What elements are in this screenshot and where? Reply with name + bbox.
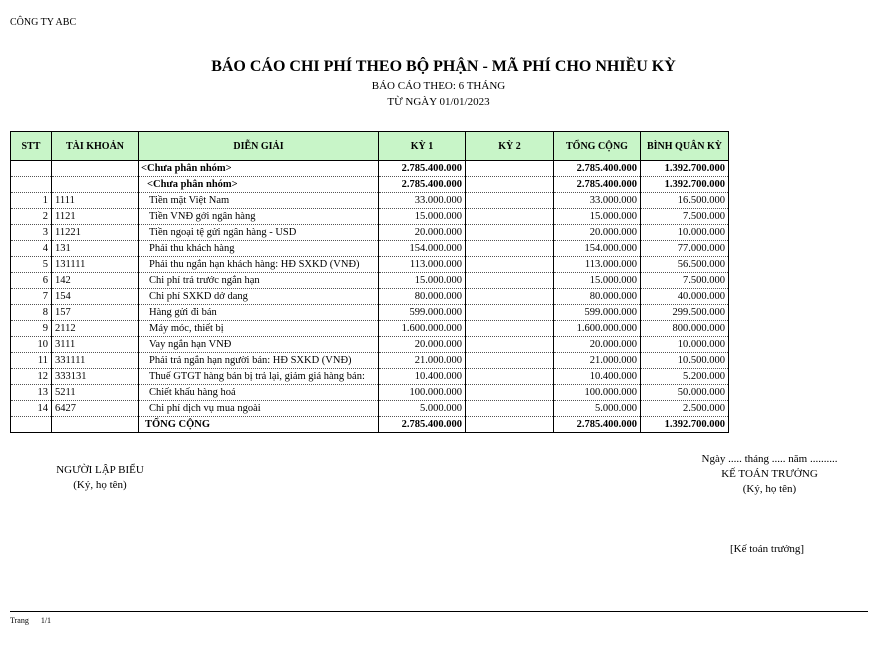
cell-description: Hàng gửi đi bán — [139, 305, 379, 321]
cell-stt: 2 — [11, 209, 52, 225]
cell-average: 56.500.000 — [641, 257, 729, 273]
column-header-description: DIỄN GIẢI — [139, 132, 379, 161]
cell-average: 299.500.000 — [641, 305, 729, 321]
cell-stt: 14 — [11, 401, 52, 417]
cell-period-2 — [466, 289, 554, 305]
cell-average: 77.000.000 — [641, 241, 729, 257]
cell-account: 11221 — [52, 225, 139, 241]
table-row — [11, 321, 729, 337]
cell-average: 7.500.000 — [641, 209, 729, 225]
cell-average: 10.000.000 — [641, 225, 729, 241]
cell-period-2 — [466, 161, 554, 177]
table-row — [11, 401, 729, 417]
cell-total: 20.000.000 — [554, 225, 641, 241]
cell-total: 2.785.400.000 — [554, 161, 641, 177]
table-row — [11, 305, 729, 321]
cell-period-2 — [466, 369, 554, 385]
cell-account — [52, 417, 139, 433]
table-row — [11, 209, 729, 225]
cell-period-1: 1.600.000.000 — [379, 321, 466, 337]
cell-account: 154 — [52, 289, 139, 305]
cell-period-1: 100.000.000 — [379, 385, 466, 401]
cell-description: <Chưa phân nhóm> — [139, 161, 379, 177]
cell-account: 142 — [52, 273, 139, 289]
preparer-signature-block — [40, 463, 160, 493]
footer-divider — [10, 611, 868, 612]
cell-description: Vay ngắn hạn VNĐ — [139, 337, 379, 353]
cell-total: 15.000.000 — [554, 209, 641, 225]
cell-period-1: 21.000.000 — [379, 353, 466, 369]
cell-period-1: 15.000.000 — [379, 209, 466, 225]
cell-total: 5.000.000 — [554, 401, 641, 417]
cell-period-2 — [466, 353, 554, 369]
column-header-total: TỔNG CỘNG — [554, 132, 641, 161]
group-row — [11, 177, 729, 193]
column-header-period-2: KỲ 2 — [466, 132, 554, 161]
preparer-role: NGƯỜI LẬP BIỂU — [56, 464, 144, 476]
column-header-period-1: KỲ 1 — [379, 132, 466, 161]
cell-total: 10.400.000 — [554, 369, 641, 385]
cell-stt: 7 — [11, 289, 52, 305]
cell-period-1: 15.000.000 — [379, 273, 466, 289]
cell-stt: 3 — [11, 225, 52, 241]
cell-description: TỔNG CỘNG — [139, 417, 379, 433]
cell-description: Phải trả ngắn hạn người bán: HĐ SXKD (VNĐ) — [139, 353, 379, 369]
cell-stt: 1 — [11, 193, 52, 209]
signature-date-line: Ngày ..... tháng ..... năm .......... — [701, 453, 838, 465]
table-row — [11, 273, 729, 289]
cell-description: <Chưa phân nhóm> — [139, 177, 379, 193]
cell-total: 100.000.000 — [554, 385, 641, 401]
cell-period-1: 113.000.000 — [379, 257, 466, 273]
cell-description: Máy móc, thiết bị — [139, 321, 379, 337]
cell-average: 1.392.700.000 — [641, 161, 729, 177]
page-indicator — [10, 616, 61, 625]
cell-period-2 — [466, 417, 554, 433]
group-row — [11, 161, 729, 177]
cell-description: Chi phí trả trước ngắn hạn — [139, 273, 379, 289]
cell-total: 21.000.000 — [554, 353, 641, 369]
page-number: 1/1 — [40, 616, 52, 625]
chief-accountant-sign-note: (Ký, họ tên) — [742, 483, 797, 495]
table-row — [11, 289, 729, 305]
table-row — [11, 225, 729, 241]
cell-average: 10.500.000 — [641, 353, 729, 369]
cell-period-1: 154.000.000 — [379, 241, 466, 257]
table-row — [11, 193, 729, 209]
cell-period-1: 20.000.000 — [379, 337, 466, 353]
cell-description: Tiền mặt Việt Nam — [139, 193, 379, 209]
cell-average: 1.392.700.000 — [641, 417, 729, 433]
table-row — [11, 369, 729, 385]
cell-account — [52, 161, 139, 177]
cell-average: 5.200.000 — [641, 369, 729, 385]
cell-period-2 — [466, 225, 554, 241]
table-row — [11, 353, 729, 369]
cell-average: 10.000.000 — [641, 337, 729, 353]
cell-average: 800.000.000 — [641, 321, 729, 337]
cell-account: 5211 — [52, 385, 139, 401]
cell-average: 1.392.700.000 — [641, 177, 729, 193]
cell-total: 2.785.400.000 — [554, 417, 641, 433]
cell-stt — [11, 161, 52, 177]
cell-description: Chi phí dịch vụ mua ngoài — [139, 401, 379, 417]
cell-period-1: 33.000.000 — [379, 193, 466, 209]
report-date-range: TỪ NGÀY 01/01/2023 — [387, 96, 490, 108]
cell-total: 2.785.400.000 — [554, 177, 641, 193]
cell-period-2 — [466, 193, 554, 209]
cell-account: 131111 — [52, 257, 139, 273]
cell-description: Tiền VNĐ gởi ngân hàng — [139, 209, 379, 225]
cell-stt: 8 — [11, 305, 52, 321]
cell-account: 131 — [52, 241, 139, 257]
cell-description: Phải thu ngắn hạn khách hàng: HĐ SXKD (VNĐ) — [139, 257, 379, 273]
cell-total: 80.000.000 — [554, 289, 641, 305]
cell-account: 157 — [52, 305, 139, 321]
cell-period-2 — [466, 321, 554, 337]
cell-average: 7.500.000 — [641, 273, 729, 289]
cell-period-1: 10.400.000 — [379, 369, 466, 385]
table-row — [11, 241, 729, 257]
table-row — [11, 337, 729, 353]
cell-stt: 13 — [11, 385, 52, 401]
cell-account: 6427 — [52, 401, 139, 417]
cell-period-2 — [466, 273, 554, 289]
cell-period-2 — [466, 337, 554, 353]
cell-period-2 — [466, 257, 554, 273]
cell-description: Chiết khấu hàng hoá — [139, 385, 379, 401]
chief-accountant-signature-block — [692, 452, 847, 497]
cell-period-2 — [466, 305, 554, 321]
cell-period-2 — [466, 401, 554, 417]
cell-stt — [11, 177, 52, 193]
preparer-sign-note: (Ký, họ tên) — [73, 479, 127, 491]
cell-stt: 4 — [11, 241, 52, 257]
cost-report-table — [10, 131, 729, 433]
cell-average: 40.000.000 — [641, 289, 729, 305]
cell-account: 1111 — [52, 193, 139, 209]
cell-account: 3111 — [52, 337, 139, 353]
cell-total: 154.000.000 — [554, 241, 641, 257]
cell-period-1: 20.000.000 — [379, 225, 466, 241]
cell-description: Phải thu khách hàng — [139, 241, 379, 257]
company-name: CÔNG TY ABC — [10, 17, 77, 28]
cell-period-2 — [466, 385, 554, 401]
table-row — [11, 385, 729, 401]
cell-period-1: 599.000.000 — [379, 305, 466, 321]
cell-account: 331111 — [52, 353, 139, 369]
cell-stt: 11 — [11, 353, 52, 369]
chief-accountant-name: [Kế toán trưởng] — [730, 543, 805, 555]
cell-total: 33.000.000 — [554, 193, 641, 209]
column-header-average: BÌNH QUÂN KỲ — [641, 132, 729, 161]
cell-account: 1121 — [52, 209, 139, 225]
cell-description: Chi phí SXKD dở dang — [139, 289, 379, 305]
cell-period-1: 2.785.400.000 — [379, 161, 466, 177]
cell-stt — [11, 417, 52, 433]
cell-description: Tiền ngoại tệ gửi ngân hàng - USD — [139, 225, 379, 241]
cell-total: 15.000.000 — [554, 273, 641, 289]
cell-average: 16.500.000 — [641, 193, 729, 209]
page-label: Trang — [10, 616, 29, 625]
cell-period-2 — [466, 209, 554, 225]
cell-period-2 — [466, 241, 554, 257]
cell-period-1: 2.785.400.000 — [379, 177, 466, 193]
cell-total: 1.600.000.000 — [554, 321, 641, 337]
cell-total: 599.000.000 — [554, 305, 641, 321]
table-header-row — [11, 132, 729, 161]
cell-stt: 9 — [11, 321, 52, 337]
cell-average: 2.500.000 — [641, 401, 729, 417]
report-title: BÁO CÁO CHI PHÍ THEO BỘ PHẬN - MÃ PHÍ CHO NHIỀU KỲ — [211, 58, 676, 75]
cell-account — [52, 177, 139, 193]
column-header-account: TÀI KHOẢN — [52, 132, 139, 161]
total-row — [11, 417, 729, 433]
cell-average: 50.000.000 — [641, 385, 729, 401]
report-subtitle: BÁO CÁO THEO: 6 THÁNG — [371, 80, 506, 92]
cell-total: 113.000.000 — [554, 257, 641, 273]
cell-total: 20.000.000 — [554, 337, 641, 353]
cell-period-1: 2.785.400.000 — [379, 417, 466, 433]
cell-account: 333131 — [52, 369, 139, 385]
cell-stt: 6 — [11, 273, 52, 289]
cell-stt: 5 — [11, 257, 52, 273]
chief-accountant-role: KẾ TOÁN TRƯỞNG — [721, 468, 818, 480]
cell-stt: 10 — [11, 337, 52, 353]
cell-period-1: 5.000.000 — [379, 401, 466, 417]
cell-stt: 12 — [11, 369, 52, 385]
cell-account: 2112 — [52, 321, 139, 337]
cell-period-1: 80.000.000 — [379, 289, 466, 305]
column-header-stt: STT — [11, 132, 52, 161]
cell-period-2 — [466, 177, 554, 193]
cell-description: Thuế GTGT hàng bán bị trả lại, giảm giá hàng bán: — [139, 369, 379, 385]
table-row — [11, 257, 729, 273]
